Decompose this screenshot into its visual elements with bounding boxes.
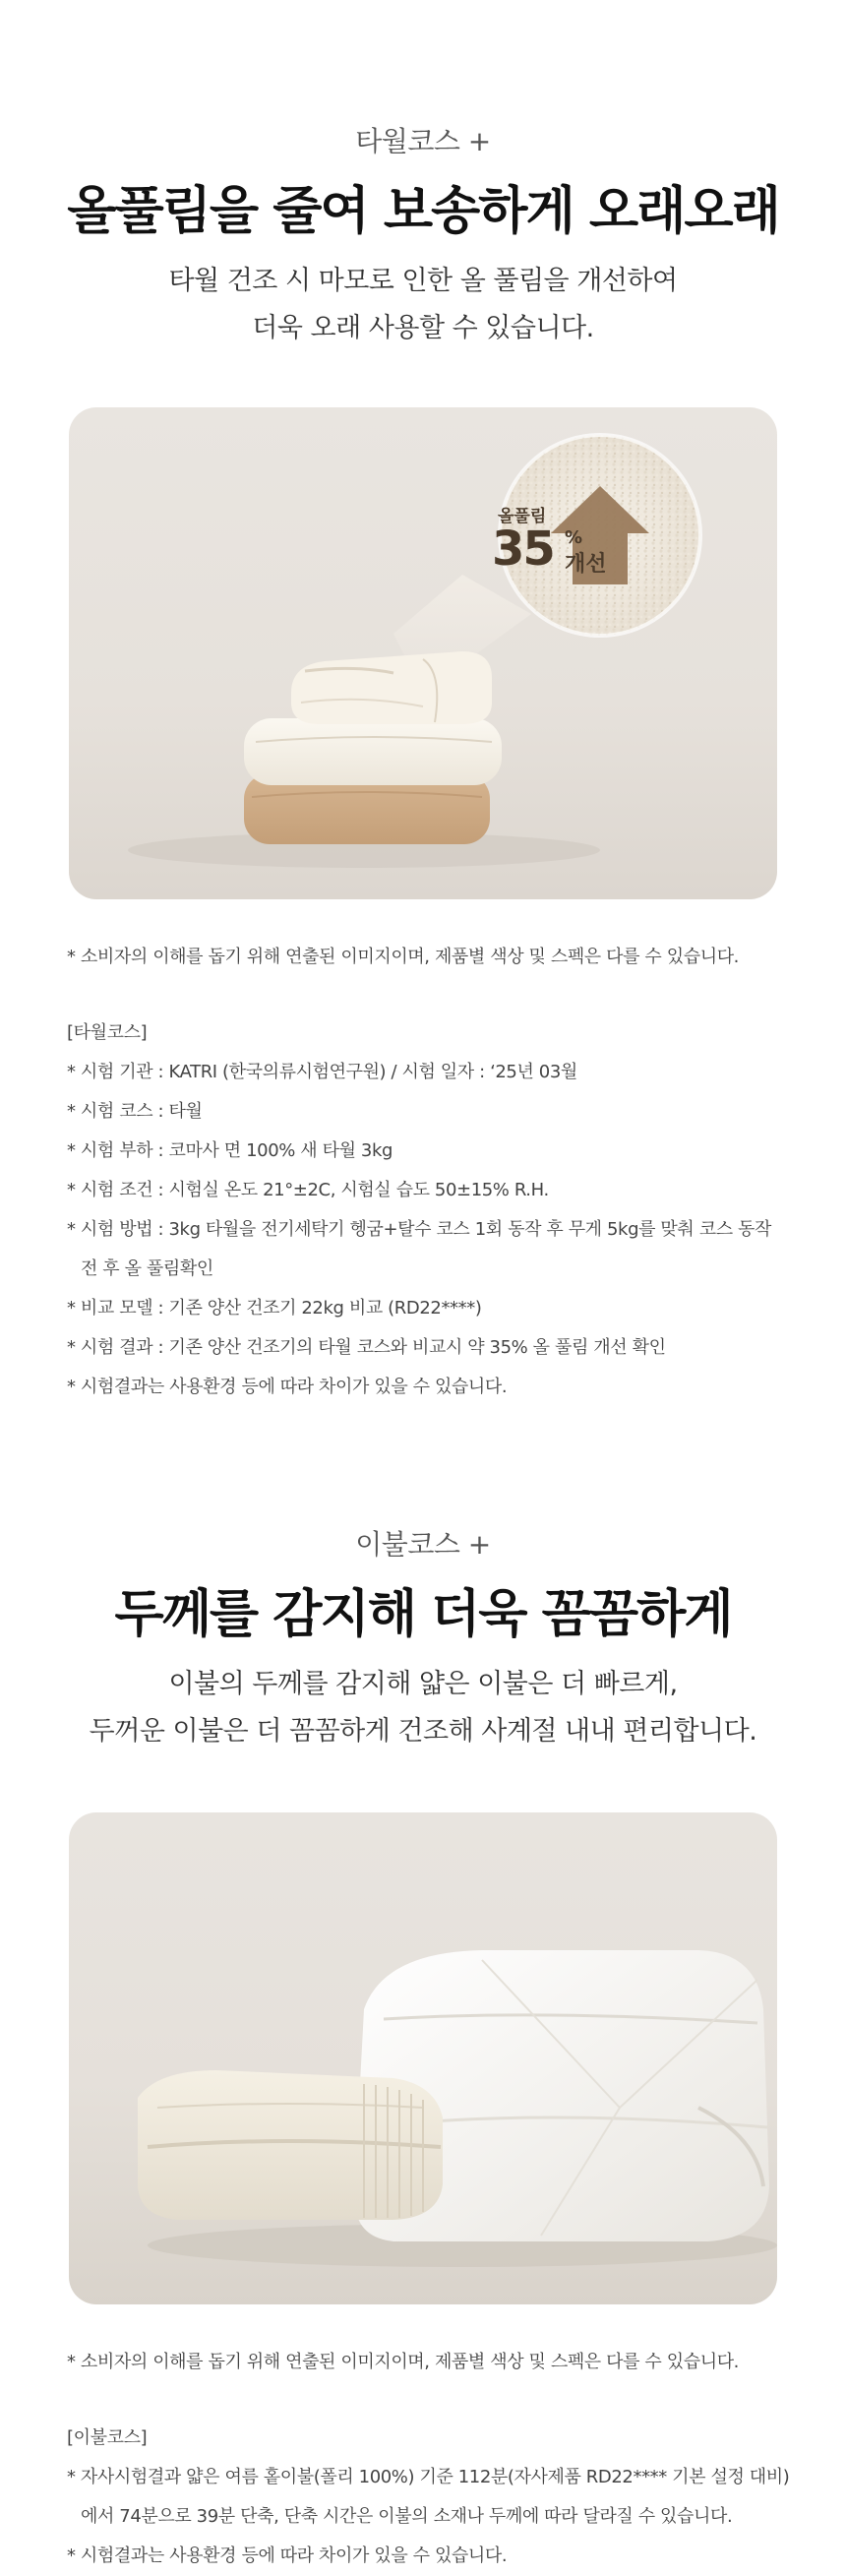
towel-desc-line-2: 더욱 오래 사용할 수 있습니다. <box>252 313 594 343</box>
blanket-notes-title: [이불코스] <box>67 2427 148 2448</box>
blanket-note-line: * 자사시험결과 얇은 여름 홑이불(폴리 100%) 기준 112분(자사제품 RD22**** 기본 설정 대비) <box>67 2467 790 2487</box>
towel-note-line: 전 후 올 풀림확인 <box>81 1258 213 1279</box>
towel-disclaimer: * 소비자의 이해를 돕기 위해 연출된 이미지이며, 제품별 색상 및 스펙은 다를 수 있습니다. <box>67 947 740 967</box>
blanket-note-line: * 시험결과는 사용환경 등에 따라 차이가 있을 수 있습니다. <box>67 2545 508 2566</box>
towel-description <box>0 258 846 352</box>
blanket-headline: 두께를 감지해 더욱 꼼꼼하게 <box>114 1585 732 1644</box>
towel-desc-line-1: 타월 건조 시 마모로 인한 올 풀림을 개선하여 <box>168 266 678 296</box>
towel-note-line: * 시험 부하 : 코마사 면 100% 새 타월 3kg <box>67 1140 393 1161</box>
towel-note-line: * 시험 조건 : 시험실 온도 21°±2C, 시험실 습도 50±15% R.H. <box>67 1180 549 1200</box>
towel-notes-title: [타월코스] <box>67 1022 148 1043</box>
towel-headline: 올풀림을 줄여 보송하게 오래오래 <box>67 182 779 241</box>
blanket-description <box>0 1661 846 1755</box>
blanket-test-notes <box>67 2419 795 2576</box>
towel-product-image <box>69 407 777 899</box>
blanket-eyebrow: 이불코스 + <box>355 1528 491 1561</box>
towel-note-line: * 시험 기관 : KATRI (한국의류시험연구원) / 시험 일자 : ‘25년 03월 <box>67 1062 577 1082</box>
blanket-desc-line-2: 두꺼운 이불은 더 꼼꼼하게 건조해 사계절 내내 편리합니다. <box>89 1716 757 1747</box>
badge-unit: % <box>565 527 583 548</box>
towel-test-notes <box>67 1013 795 1407</box>
towel-note-line: * 비교 모델 : 기존 양산 건조기 22kg 비교 (RD22****) <box>67 1298 482 1319</box>
blanket-product-image <box>69 1812 777 2304</box>
badge-label: 올풀림 <box>498 507 547 526</box>
towel-note-line: * 시험결과는 사용환경 등에 따라 차이가 있을 수 있습니다. <box>67 1377 508 1397</box>
towel-note-line: * 시험 방법 : 3kg 타월을 전기세탁기 헹굼+탈수 코스 1회 동작 후 무게 5kg를 맞춰 코스 동작 <box>67 1219 771 1240</box>
blanket-illustration <box>69 1812 777 2304</box>
blanket-note-line: 에서 74분으로 39분 단축, 단축 시간은 이불의 소재나 두께에 따라 달라질 수 있습니다. <box>81 2506 733 2527</box>
towel-note-line: * 시험 코스 : 타월 <box>67 1101 203 1122</box>
towel-stack-illustration <box>69 407 777 899</box>
blanket-disclaimer: * 소비자의 이해를 돕기 위해 연출된 이미지이며, 제품별 색상 및 스펙은 다를 수 있습니다. <box>67 2352 740 2372</box>
blanket-desc-line-1: 이불의 두께를 감지해 얇은 이불은 더 빠르게, <box>168 1669 678 1699</box>
towel-note-line: * 시험 결과 : 기존 양산 건조기의 타월 코스와 비교시 약 35% 올 풀림 개선 확인 <box>67 1337 666 1358</box>
badge-text: 개선 <box>565 552 607 577</box>
towel-eyebrow: 타월코스 + <box>355 125 491 157</box>
badge-number: 35 <box>492 521 554 577</box>
